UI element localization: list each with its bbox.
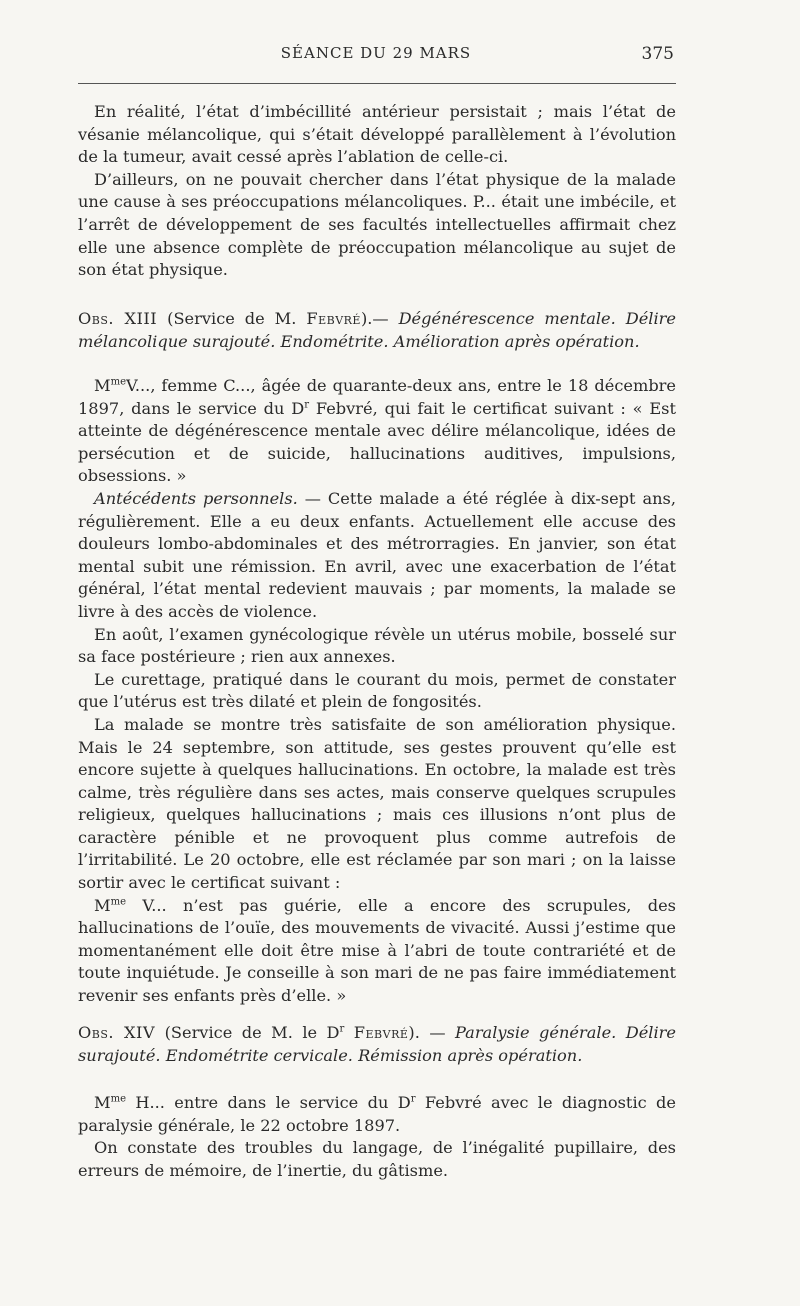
mme-abbrev: M — [94, 1093, 111, 1112]
paragraph — [78, 488, 676, 624]
dr-superscript: r — [304, 399, 310, 411]
paragraph — [78, 895, 676, 1008]
service-prefix: (Service de M. le — [164, 1023, 318, 1042]
antecedents-label: Antécédents personnels. — [94, 488, 298, 508]
page-header — [78, 44, 674, 72]
paragraph-text: V... n’est pas guérie, elle a encore des scrupules, des hallucinations de l’ouïe, des mouvements de vivacité. Aussi j’estime que momentanément elle doit être mise à l’abri de toute contrariété et de toute inquiétude. Je conseille à son mari de ne pas faire immédiatement revenir ses enfants près d’elle. » — [78, 895, 676, 1006]
mme-superscript: me — [110, 896, 127, 908]
doctor-name: Febvré — [306, 309, 361, 328]
paragraph-text: V..., femme C..., âgée de quarante-deux ans, entre le 18 décembre 1897, dans le service du — [78, 376, 676, 418]
mme-superscript: me — [110, 376, 127, 388]
header-rule — [78, 83, 676, 84]
paragraph: Le curettage, pratiqué dans le courant du mois, permet de constater que l’utérus est très dilaté et plein de fongosités. — [78, 669, 676, 712]
paragraph-text: Febvré avec le diagnostic de paralysie générale, le 22 octobre 1897. — [78, 1093, 676, 1135]
doctor-name: Febvré — [353, 1023, 409, 1042]
mme-abbrev: M — [94, 376, 111, 395]
paragraph: On constate des troubles du langage, de l’inégalité pupillaire, des erreurs de mémoire, de l’inertie, du gâtisme. — [78, 1138, 676, 1180]
dr-abbrev: D — [291, 398, 305, 418]
observation-title: Dégénérescence mentale. Délire mélancolique surajouté. Endométrite. Amélioration après opération. — [78, 309, 676, 351]
paragraph: En réalité, l’état d’imbécillité antérieur persistait ; mais l’état de vésanie mélancolique, qui s’était développé parallèlement à l’évolution de la tumeur, avait cessé après l’ablation de celle-ci. — [78, 102, 676, 167]
observation-label: Obs. XIII — [78, 309, 158, 328]
paragraph: La malade se montre très satisfaite de son amélioration physique. Mais le 24 septembre, son attitude, ses gestes prouvent qu’elle est encore sujette à quelques hallucinations. En octobre, la malade est très calme, très régulière dans ses actes, mais conserve quelques scrupules religieux, quelques hallucinations ; mais ces illusions n’ont plus de caractère pénible et ne provoquent plus comme autrefois de l’irritabilité. Le 20 octobre, elle est réclamée par son mari ; on la laisse sortir avec le certificat suivant : — [78, 714, 676, 893]
running-head: SÉANCE DU 29 MARS — [280, 44, 472, 62]
paragraph-text: — Cette malade a été réglée à dix-sept ans, régulièrement. Elle a eu deux enfants. Actuellement elle accuse des douleurs lombo-abdominales et des métrorragies. En janvier, son état mental subit une rémission. En avril, avec une exacerbation de l’état général, l’état mental redevient mauvais ; par moments, la malade se livre à des accès de violence. — [78, 488, 677, 621]
observation-13-body — [78, 375, 676, 1008]
observation-title: Paralysie générale. Délire surajouté. Endométrite cervicale. Rémission après opération. — [78, 1023, 676, 1065]
observation-heading — [78, 308, 676, 353]
page-number: 375 — [641, 44, 674, 64]
dr-abbrev: D — [326, 1023, 340, 1042]
service-suffix: ). — — [408, 1023, 446, 1042]
observation-14-body — [78, 1092, 676, 1182]
service-suffix: ).— — [360, 309, 389, 328]
paragraph — [78, 375, 676, 488]
service-prefix: (Service de M. — [167, 309, 297, 328]
paragraph: En août, l’examen gynécologique révèle un utérus mobile, bosselé sur sa face postérieure ; rien aux annexes. — [78, 624, 676, 667]
observation-13-heading — [78, 308, 676, 353]
dr-superscript: r — [339, 1023, 345, 1035]
paragraph: D’ailleurs, on ne pouvait chercher dans l’état physique de la malade une cause à ses préoccupations mélancoliques. P... était une imbécile, et l’arrêt de développement de ses facultés intellectuelles affirmait chez elle une absence complète de préoccupation mélancolique au sujet de son état physique. — [78, 169, 676, 280]
observation-14-heading — [78, 1022, 676, 1067]
paragraph-text: Febvré, qui fait le certificat suivant : « Est atteinte de dégénérescence mentale avec délire mélancolique, idées de persécution et de suicide, hallucinations auditives, impulsions, obsessions. » — [78, 398, 676, 486]
paragraph-text: H... entre dans le service du — [135, 1093, 389, 1112]
mme-superscript: me — [110, 1093, 127, 1105]
observation-heading — [78, 1022, 676, 1067]
opening-paragraphs — [78, 101, 676, 282]
dr-abbrev: D — [397, 1093, 411, 1112]
mme-abbrev: M — [94, 895, 111, 915]
dr-superscript: r — [410, 1093, 416, 1105]
paragraph — [78, 1092, 676, 1137]
observation-label: Obs. XIV — [78, 1023, 156, 1042]
